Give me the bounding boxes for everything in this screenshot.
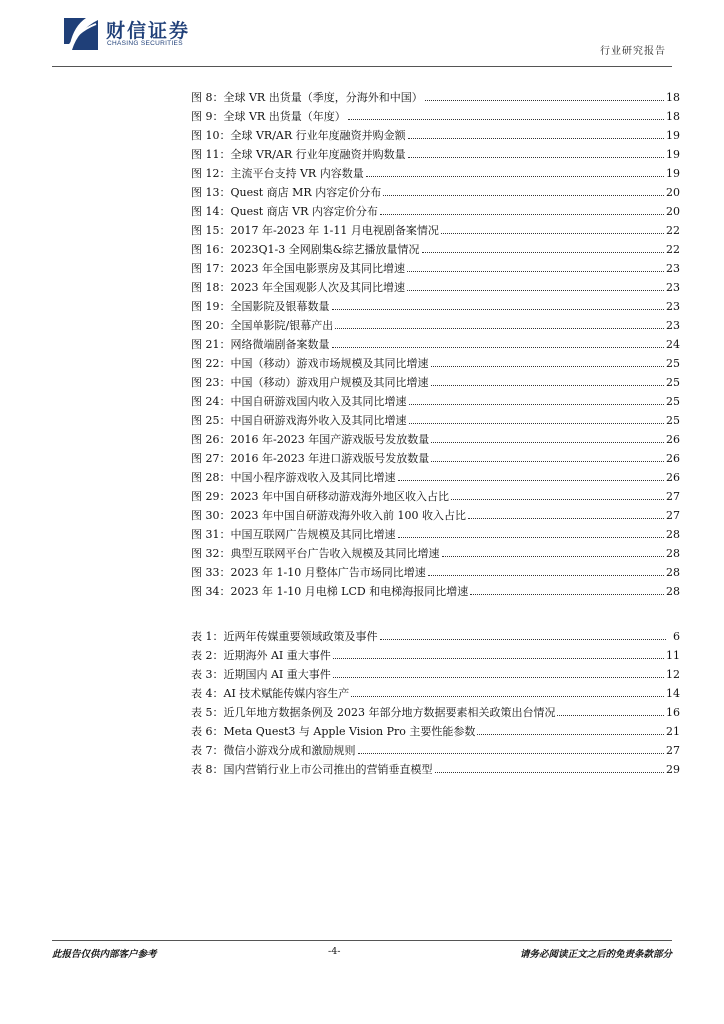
toc-figure-entry[interactable] (191, 525, 680, 544)
toc-figure-entry[interactable] (191, 354, 680, 373)
toc-entry-page: 6 (673, 630, 680, 643)
toc-entry-page: 16 (666, 706, 680, 719)
toc-figure-entry[interactable] (191, 449, 680, 468)
toc-entry-label: 表 8：国内营销行业上市公司推出的营销垂直模型 (191, 763, 433, 776)
toc-entry-page: 28 (666, 566, 680, 579)
toc-entry-page: 27 (666, 490, 680, 503)
header-divider (52, 66, 672, 67)
toc-entry-page: 25 (666, 357, 680, 370)
toc-figure-entry[interactable] (191, 107, 680, 126)
toc-entry-label: 图 32：典型互联网平台广告收入规模及其同比增速 (191, 547, 440, 560)
toc-entry-page: 23 (666, 300, 680, 313)
toc-entry-label: 表 7：微信小游戏分成和激励规则 (191, 744, 356, 757)
table-of-contents (191, 88, 680, 779)
dot-leader (477, 725, 664, 735)
dot-leader (348, 110, 664, 120)
toc-figure-entry[interactable] (191, 316, 680, 335)
toc-figure-entry[interactable] (191, 202, 680, 221)
toc-entry-page: 21 (666, 725, 680, 738)
dot-leader (335, 319, 664, 329)
toc-figure-entry[interactable] (191, 563, 680, 582)
toc-table-entry[interactable] (191, 760, 680, 779)
toc-entry-label: 图 17：2023 年全国电影票房及其同比增速 (191, 262, 405, 275)
toc-table-entry[interactable] (191, 646, 680, 665)
toc-entry-label: 图 16：2023Q1-3 全网剧集&综艺播放量情况 (191, 243, 420, 256)
dot-leader (332, 338, 665, 348)
toc-entry-label: 图 31：中国互联网广告规模及其同比增速 (191, 528, 396, 541)
toc-entry-page: 28 (666, 528, 680, 541)
toc-figure-entry[interactable] (191, 145, 680, 164)
dot-leader (408, 148, 664, 158)
dot-leader (442, 547, 665, 557)
toc-entry-label: 表 6：Meta Quest3 与 Apple Vision Pro 主要性能参数 (191, 725, 476, 738)
toc-entry-label: 图 10：全球 VR/AR 行业年度融资并购金额 (191, 129, 406, 142)
toc-table-entry[interactable] (191, 665, 680, 684)
dot-leader (557, 706, 664, 716)
dot-leader (435, 763, 665, 773)
toc-entry-page: 27 (666, 509, 680, 522)
company-logo (62, 14, 262, 58)
page-footer (52, 946, 672, 962)
toc-figure-entry[interactable] (191, 392, 680, 411)
toc-entry-label: 图 20：全国单影院/银幕产出 (191, 319, 334, 332)
toc-entry-page: 12 (666, 668, 680, 681)
toc-entry-label: 表 5：近几年地方数据条例及 2023 年部分地方数据要素相关政策出台情况 (191, 706, 556, 719)
dot-leader (409, 395, 665, 405)
dot-leader (428, 566, 664, 576)
toc-entry-page: 24 (666, 338, 680, 351)
toc-entry-label: 图 18：2023 年全国观影人次及其同比增速 (191, 281, 405, 294)
toc-figure-entry[interactable] (191, 278, 680, 297)
toc-entry-page: 23 (666, 262, 680, 275)
toc-table-entry[interactable] (191, 627, 680, 646)
dot-leader (333, 668, 664, 678)
dot-leader (380, 205, 664, 215)
dot-leader (398, 528, 665, 538)
toc-entry-label: 表 2：近期海外 AI 重大事件 (191, 649, 331, 662)
toc-entry-label: 图 12：主流平台支持 VR 内容数量 (191, 167, 364, 180)
dot-leader (468, 509, 664, 519)
page-header (52, 14, 672, 66)
toc-entry-label: 图 14：Quest 商店 VR 内容定价分布 (191, 205, 378, 218)
toc-entry-label: 图 24：中国自研游戏国内收入及其同比增速 (191, 395, 407, 408)
toc-entry-label: 图 30：2023 年中国自研游戏海外收入前 100 收入占比 (191, 509, 466, 522)
toc-entry-label: 表 3：近期国内 AI 重大事件 (191, 668, 331, 681)
dot-leader (366, 167, 664, 177)
toc-entry-label: 表 4：AI 技术赋能传媒内容生产 (191, 687, 350, 700)
toc-entry-label: 图 15：2017 年-2023 年 1-11 月电视剧备案情况 (191, 224, 439, 237)
dot-leader (422, 243, 664, 253)
toc-entry-label: 图 26：2016 年-2023 年国产游戏版号发放数量 (191, 433, 430, 446)
toc-entry-page: 18 (666, 91, 680, 104)
toc-figure-entry[interactable] (191, 430, 680, 449)
toc-entry-page: 26 (666, 471, 680, 484)
dot-leader (470, 585, 664, 595)
toc-figure-entry[interactable] (191, 373, 680, 392)
dot-leader (431, 452, 664, 462)
toc-table-entry[interactable] (191, 741, 680, 760)
toc-table-entry[interactable] (191, 703, 680, 722)
toc-entry-page: 11 (666, 649, 680, 662)
toc-figure-entry[interactable] (191, 240, 680, 259)
dot-leader (451, 490, 664, 500)
dot-leader (409, 414, 665, 424)
toc-entry-page: 14 (666, 687, 680, 700)
toc-entry-label: 图 29：2023 年中国自研移动游戏海外地区收入占比 (191, 490, 449, 503)
toc-entry-page: 19 (666, 129, 680, 142)
dot-leader (333, 649, 664, 659)
dot-leader (380, 630, 667, 640)
toc-entry-page: 18 (666, 110, 680, 123)
toc-entry-page: 19 (666, 167, 680, 180)
toc-entry-page: 25 (666, 414, 680, 427)
footer-disclaimer-note: 此报告仅供内部客户参考 (52, 949, 157, 960)
logo-english-name: CHASING SECURITIES (107, 40, 183, 47)
toc-entry-page: 20 (666, 205, 680, 218)
toc-figure-entry[interactable] (191, 88, 680, 107)
toc-entry-label: 图 22：中国（移动）游戏市场规模及其同比增速 (191, 357, 429, 370)
document-type: 行业研究报告 (600, 46, 666, 57)
dot-leader (425, 91, 664, 101)
toc-entry-page: 20 (666, 186, 680, 199)
logo-mark-icon (62, 14, 100, 54)
toc-figure-entry[interactable] (191, 582, 680, 601)
toc-figure-entry[interactable] (191, 183, 680, 202)
dot-leader (383, 186, 664, 196)
toc-entry-label: 图 21：网络微端剧备案数量 (191, 338, 330, 351)
toc-table-entry[interactable] (191, 722, 680, 741)
toc-entry-label: 图 23：中国（移动）游戏用户规模及其同比增速 (191, 376, 429, 389)
toc-entry-label: 图 33：2023 年 1-10 月整体广告市场同比增速 (191, 566, 426, 579)
toc-table-entry[interactable] (191, 684, 680, 703)
toc-entry-label: 图 8：全球 VR 出货量（季度，分海外和中国） (191, 91, 423, 104)
toc-entry-label: 图 9：全球 VR 出货量（年度） (191, 110, 346, 123)
toc-entry-page: 23 (666, 319, 680, 332)
toc-entry-page: 25 (666, 395, 680, 408)
toc-figure-entry[interactable] (191, 164, 680, 183)
toc-entry-page: 29 (666, 763, 680, 776)
toc-entry-label: 图 27：2016 年-2023 年进口游戏版号发放数量 (191, 452, 430, 465)
toc-entry-label: 图 28：中国小程序游戏收入及其同比增速 (191, 471, 396, 484)
figure-list (191, 88, 680, 601)
dot-leader (398, 471, 665, 481)
toc-entry-page: 22 (666, 243, 680, 256)
toc-entry-label: 图 11：全球 VR/AR 行业年度融资并购数量 (191, 148, 406, 161)
toc-entry-page: 28 (666, 585, 680, 598)
page-number: -4- (328, 946, 341, 957)
footer-legal-note: 请务必阅读正文之后的免责条款部分 (519, 949, 672, 960)
logo-chinese-name: 财信证券 (106, 20, 191, 42)
footer-divider (52, 940, 672, 941)
dot-leader (431, 433, 664, 443)
toc-entry-label: 图 13：Quest 商店 MR 内容定价分布 (191, 186, 382, 199)
toc-entry-page: 28 (666, 547, 680, 560)
dot-leader (441, 224, 664, 234)
table-list (191, 627, 680, 779)
dot-leader (407, 281, 664, 291)
toc-entry-label: 表 1：近两年传媒重要领域政策及事件 (191, 630, 378, 643)
toc-entry-page: 27 (666, 744, 680, 757)
toc-figure-entry[interactable] (191, 335, 680, 354)
dot-leader (358, 744, 665, 754)
toc-entry-page: 25 (666, 376, 680, 389)
toc-figure-entry[interactable] (191, 259, 680, 278)
toc-entry-page: 23 (666, 281, 680, 294)
toc-figure-entry[interactable] (191, 544, 680, 563)
toc-figure-entry[interactable] (191, 221, 680, 240)
dot-leader (431, 376, 665, 386)
toc-figure-entry[interactable] (191, 468, 680, 487)
dot-leader (408, 129, 664, 139)
dot-leader (351, 687, 664, 697)
toc-entry-label: 图 25：中国自研游戏海外收入及其同比增速 (191, 414, 407, 427)
toc-figure-entry[interactable] (191, 297, 680, 316)
dot-leader (407, 262, 664, 272)
toc-figure-entry[interactable] (191, 126, 680, 145)
dot-leader (332, 300, 665, 310)
toc-figure-entry[interactable] (191, 506, 680, 525)
toc-entry-page: 22 (666, 224, 680, 237)
toc-figure-entry[interactable] (191, 487, 680, 506)
toc-entry-page: 26 (666, 433, 680, 446)
toc-entry-page: 26 (666, 452, 680, 465)
toc-figure-entry[interactable] (191, 411, 680, 430)
dot-leader (431, 357, 665, 367)
toc-entry-label: 图 34：2023 年 1-10 月电梯 LCD 和电梯海报同比增速 (191, 585, 469, 598)
toc-entry-label: 图 19：全国影院及银幕数量 (191, 300, 330, 313)
toc-entry-page: 19 (666, 148, 680, 161)
